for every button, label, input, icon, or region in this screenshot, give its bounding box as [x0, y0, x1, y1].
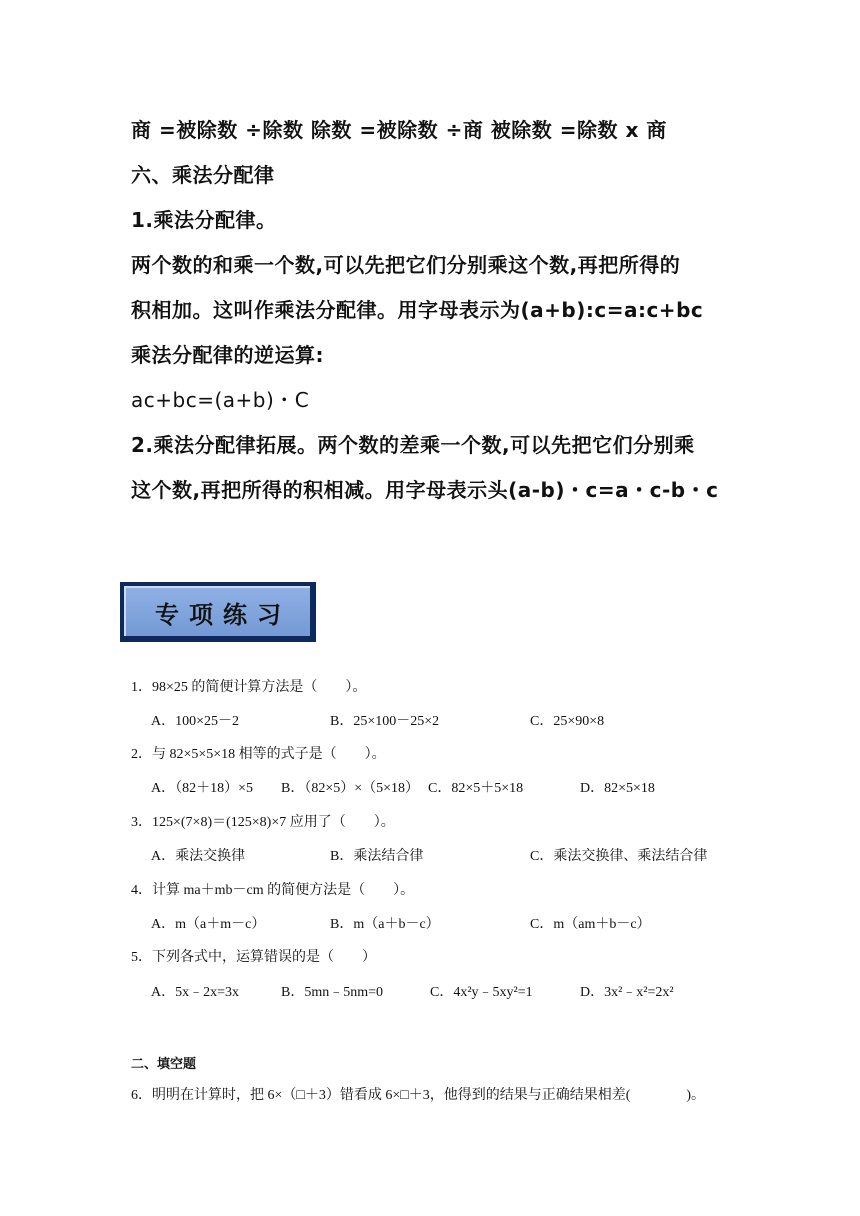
question-4-option-a: A．m（a＋m－c）	[151, 917, 266, 932]
question-3-option-b: B．乘法结合律	[330, 849, 424, 864]
question-2-option-c: C．82×5＋5×18	[428, 781, 524, 796]
distributive-paragraph-line1: 两个数的和乘一个数,可以先把它们分别乘这个数,再把所得的	[131, 253, 681, 277]
question-4-option-b: B．m（a＋b－c）	[330, 917, 440, 932]
practice-banner-title: 专项练习	[155, 600, 291, 629]
inverse-operation-label: 乘法分配律的逆运算:	[131, 343, 324, 367]
question-1-option-c: C．25×90×8	[530, 714, 605, 729]
quotient-relation-line: 商 =被除数 ÷除数 除数 =被除数 ÷商 被除数 =除数 x 商	[131, 118, 667, 142]
question-3-stem: 3．125×(7×8)＝(125×8)×7 应用了（ ）。	[131, 815, 395, 830]
question-5-option-a: A．5x﹣2x=3x	[151, 985, 240, 1000]
distributive-paragraph-line2: 积相加。这叫作乘法分配律。用字母表示为(a+b):c=a:c+bc	[131, 298, 704, 322]
question-6-stem: 6．明明在计算时，把 6×（□＋3）错看成 6×□＋3，他得到的结果与正确结果相差( )。	[131, 1088, 706, 1103]
question-1-option-a: A．100×25－2	[151, 714, 240, 729]
question-5-stem: 5．下列各式中，运算错误的是（ ）	[131, 950, 376, 965]
item-2-line2: 这个数,再把所得的积相减。用字母表示头(a-b)・c=a・c-b・c	[131, 478, 719, 502]
question-1-option-b: B．25×100－25×2	[330, 714, 440, 729]
question-4-option-c: C．m（am＋b－c）	[530, 917, 651, 932]
question-2-option-b: B．（82×5）×（5×18）	[281, 781, 420, 796]
item-1-title: 1.乘法分配律。	[131, 208, 277, 232]
practice-banner	[120, 582, 316, 642]
question-3-option-c: C．乘法交换律、乘法结合律	[530, 849, 708, 864]
question-4-stem: 4．计算 ma＋mb－cm 的简便方法是（ ）。	[131, 883, 415, 898]
question-2-stem: 2．与 82×5×5×18 相等的式子是（ ）。	[131, 747, 386, 762]
item-2-line1: 2.乘法分配律拓展。两个数的差乘一个数,可以先把它们分别乘	[131, 433, 695, 457]
question-2-option-a: A．（82＋18）×5	[151, 781, 254, 796]
question-1-stem: 1．98×25 的简便计算方法是（ ）。	[131, 680, 367, 695]
question-2-option-d: D．82×5×18	[580, 781, 655, 796]
fill-in-section-title: 二、填空题	[131, 1057, 197, 1072]
question-3-option-a: A．乘法交换律	[151, 849, 246, 864]
section-heading-distributive: 六、乘法分配律	[131, 163, 275, 187]
question-5-option-b: B．5mn﹣5nm=0	[281, 985, 384, 1000]
question-5-option-c: C．4x²y﹣5xy²=1	[430, 985, 533, 1000]
inverse-formula: ac+bc=(a+b)・C	[131, 388, 310, 412]
question-5-option-d: D．3x²﹣x²=2x²	[580, 985, 674, 1000]
